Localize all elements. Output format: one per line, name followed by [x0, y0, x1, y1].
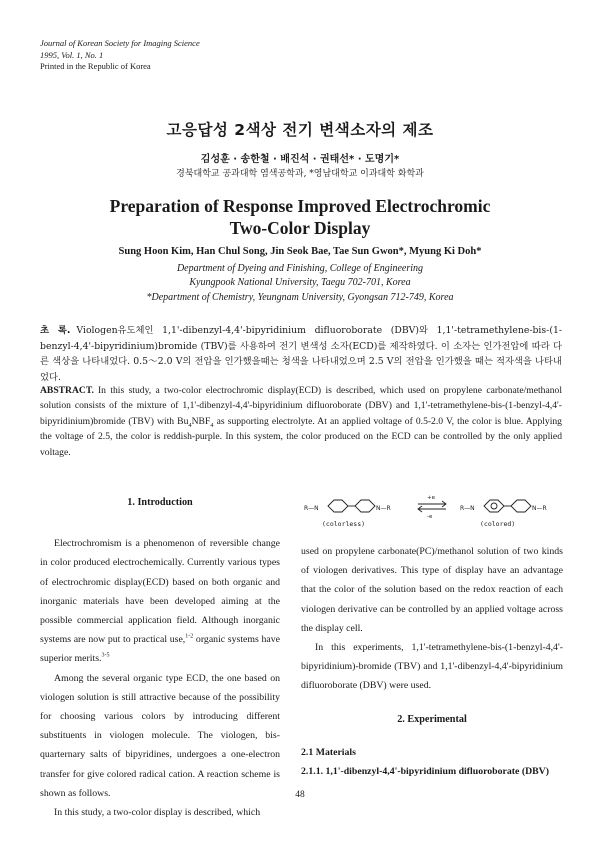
ref-1-2: 1-2 [185, 633, 194, 640]
svg-text:N—R: N—R [376, 505, 391, 512]
english-title-line-2: Two-Color Display [229, 218, 371, 238]
experimental-heading: 2. Experimental [397, 713, 467, 725]
svg-text:R—N: R—N [304, 505, 319, 512]
right-paragraph-1: used on propylene carbonate(PC)/methanol solution of two kinds of viologen derivatives. This type of display have an advantage that the color of the solution based on the redox reaction of each viologen derivative can be controlled by an applied voltage across the display cell. [301, 546, 563, 634]
english-abstract [40, 383, 562, 460]
colored-label: (colored) [480, 520, 516, 528]
printed-note: Printed in the Republic of Korea [40, 61, 151, 71]
affiliation-line-2: Kyungpook National University, Taegu 702-701, Korea [189, 277, 411, 289]
left-column [40, 493, 280, 822]
svg-text:R—N: R—N [460, 505, 475, 512]
english-title-line-1: Preparation of Response Improved Electrochromic [109, 196, 491, 216]
arrow-reverse-label: -e [427, 514, 433, 520]
ref-3-5: 3-5 [101, 653, 110, 660]
affiliation-line-1: Department of Dyeing and Finishing, College of Engineering [176, 263, 424, 274]
korean-abstract-label: 초 록. [40, 325, 71, 336]
intro-p1-mid: organic systems have superior merits. [40, 634, 280, 665]
korean-abstract-text: Viologen유도체인 1,1'-dibenzyl-4,4'-bipyridinium difluoroborate (DBV)와 1,1'-tetramethylene-bis-(1-benzyl-4,4'-bipyridinium)bromide (TBV)를 사용하여 전기 변색성 소자(ECD)를 제작하였다. 이 소자는 인가전압에 따라 다른 색상을 나타내었다. 0.5～2.0 V의 전압을 인가했을때는 청색을 나타내었으며 2.5 V의 전압을 인가했을 때는 적자색을 나타내었다. [40, 325, 562, 383]
journal-header [40, 38, 200, 73]
affiliation-line-3: *Department of Chemistry, Yeungnam University, Gyongsan 712-749, Korea [146, 291, 454, 303]
english-authors: Sung Hoon Kim, Han Chul Song, Jin Seok Bae, Tae Sun Gwon*, Myung Ki Doh* [118, 246, 482, 257]
english-abstract-text-2: NBF [191, 415, 211, 427]
subscript-4: 4 [188, 421, 192, 429]
intro-paragraph-3: In this study, a two-color display is described, which [54, 807, 261, 819]
svg-text:N—R: N—R [532, 505, 547, 512]
english-abstract-text-1: In this study, a two-color electrochromic display(ECD) is described, which used on propylene carbonate/methanol solution consists of the mixture of 1,1'-dibenzyl-4,4'-bipyridinium difluoroborate (DBV) and 1,1'-tetramethylene-bis-(1-benzyl-4,4'-bipyridinium)bromide (TBV) with Bu [40, 385, 562, 427]
english-abstract-text-3: as supporting electrolyte. At an applied voltage of 0.5-2.0 V, the color is blue. Applying the voltage of 2.5, the color is reddish-purple. In this system, the color produced on the ECD can be controlled by the only applied voltage. [40, 415, 562, 458]
page-number: 48 [295, 790, 305, 800]
reaction-scheme [300, 474, 565, 534]
arrow-forward-label: +e [427, 495, 435, 501]
intro-paragraph-1 [40, 534, 280, 668]
materials-heading: 2.1 Materials [301, 746, 356, 758]
korean-authors: 김성훈 · 송한철 · 배진석 · 권태선* · 도명기* [200, 154, 400, 165]
journal-name: Journal of Korean Society for Imaging Science [40, 38, 200, 48]
korean-title: 고응답성 2색상 전기 변색소자의 제조 [166, 121, 434, 139]
intro-p1-text: Electrochromism is a phenomenon of reversible change in color produced electrochemically. Currently various types of electrochromic display(ECD) based on both organic and inorganic materials have been developed aiming at the possible commercial application field. Although inorganic systems are now put to practical use, [40, 538, 280, 646]
korean-abstract [40, 323, 562, 385]
right-column [301, 542, 563, 781]
right-paragraph-2: In this experiments, 1,1'-tetramethylene-bis-(1-benzyl-4,4'-bipyridinium)-bromide (TBV) and 1,1'-dibenzyl-4,4'-bipyridinium difluoroborate (DBV) were used. [301, 642, 563, 692]
dbv-heading: 2.1.1. 1,1'-dibenzyl-4,4'-bipyridinium difluoroborate (DBV) [301, 766, 550, 778]
subscript-4b: 4 [210, 421, 214, 429]
english-title [0, 195, 600, 239]
korean-affiliation: 경북대학교 공과대학 염색공학과, *영남대학교 이과대학 화학과 [176, 169, 424, 179]
introduction-heading: 1. Introduction [127, 497, 193, 508]
english-abstract-label: ABSTRACT. [40, 385, 94, 396]
intro-paragraph-2: Among the several organic type ECD, the one based on viologen solution is still attractive because of the possibility for choosing various colors by introducing different substituents in viologen molecule. The viologen, bis-quarternary salts of bipyridines, undergoes a one-electron transfer for give colored radical cation. A reaction scheme is shown as follows. [40, 672, 280, 799]
english-affiliation [0, 262, 600, 305]
journal-volume: 1995, Vol. 1, No. 1 [40, 49, 104, 60]
colorless-label: (colorless) [322, 520, 366, 528]
